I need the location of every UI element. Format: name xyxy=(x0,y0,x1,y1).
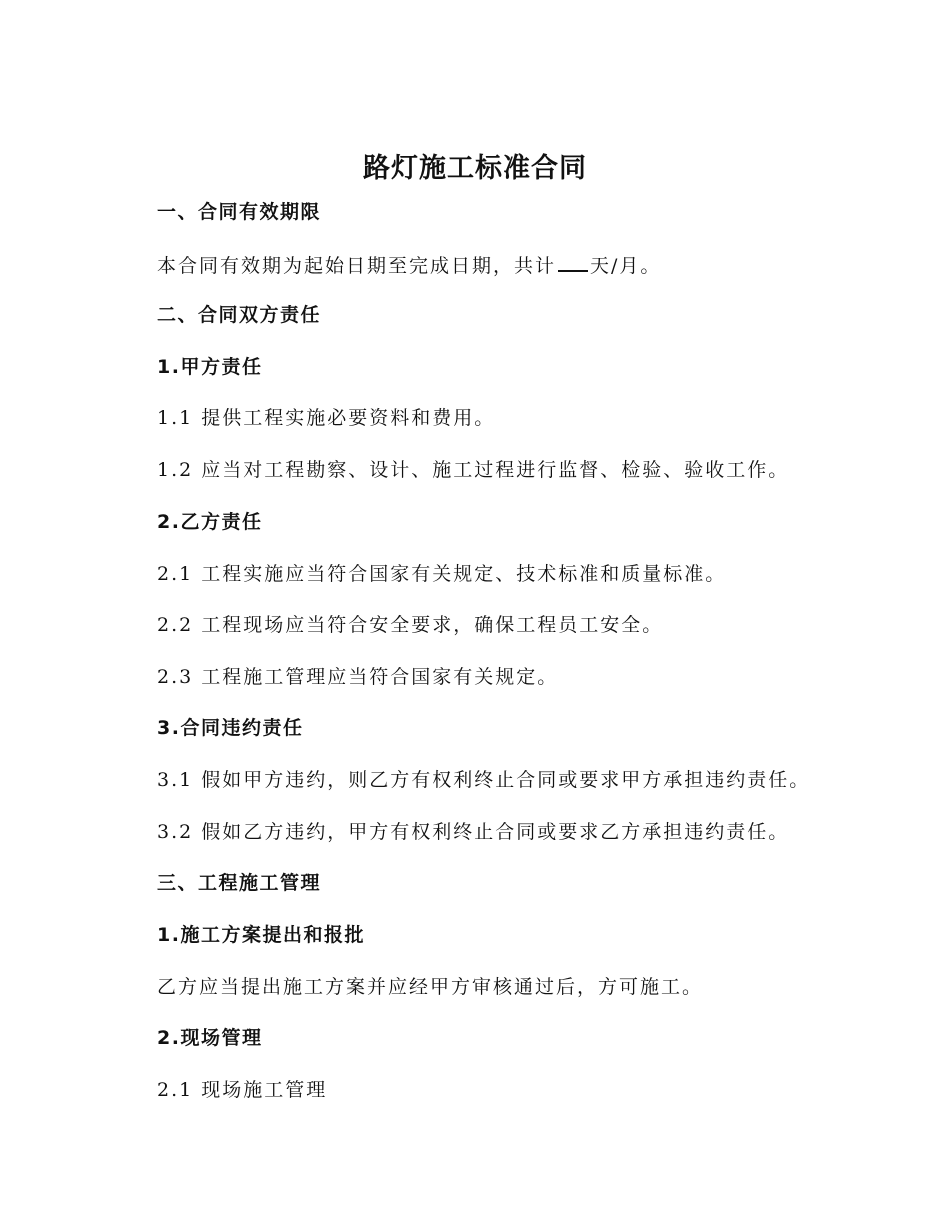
clause-3-2: 3.2 假如乙方违约，甲方有权利终止合同或要求乙方承担违约责任。 xyxy=(157,821,790,843)
clause-2-2: 2.2 工程现场应当符合安全要求，确保工程员工安全。 xyxy=(157,614,664,636)
subheading-party-a: 1.甲方责任 xyxy=(157,356,263,378)
clause-1-1: 1.1 提供工程实施必要资料和费用。 xyxy=(157,407,496,429)
clause-2-3: 2.3 工程施工管理应当符合国家有关规定。 xyxy=(157,666,559,688)
section-heading-validity: 一、合同有效期限 xyxy=(157,201,322,223)
section-heading-construction: 三、工程施工管理 xyxy=(157,872,322,894)
subheading-plan: 1.施工方案提出和报批 xyxy=(157,924,365,946)
blank-days-field xyxy=(558,250,588,272)
document-title: 路灯施工标准合同 xyxy=(363,153,587,184)
paragraph-validity xyxy=(157,250,661,280)
section-heading-responsibilities: 二、合同双方责任 xyxy=(157,304,322,326)
subheading-breach: 3.合同违约责任 xyxy=(157,717,304,739)
subheading-site: 2.现场管理 xyxy=(157,1027,263,1049)
clause-1-2: 1.2 应当对工程勘察、设计、施工过程进行监督、检验、验收工作。 xyxy=(157,459,790,481)
paragraph-plan: 乙方应当提出施工方案并应经甲方审核通过后，方可施工。 xyxy=(157,976,704,998)
clause-site-2-1: 2.1 现场施工管理 xyxy=(157,1079,328,1101)
paragraph-validity-before: 本合同有效期为起始日期至完成日期，共计 xyxy=(157,255,557,277)
subheading-party-b: 2.乙方责任 xyxy=(157,511,263,533)
paragraph-validity-after: 天/月。 xyxy=(590,255,662,277)
clause-3-1: 3.1 假如甲方违约，则乙方有权利终止合同或要求甲方承担违约责任。 xyxy=(157,769,811,791)
clause-2-1: 2.1 工程实施应当符合国家有关规定、技术标准和质量标准。 xyxy=(157,563,727,585)
